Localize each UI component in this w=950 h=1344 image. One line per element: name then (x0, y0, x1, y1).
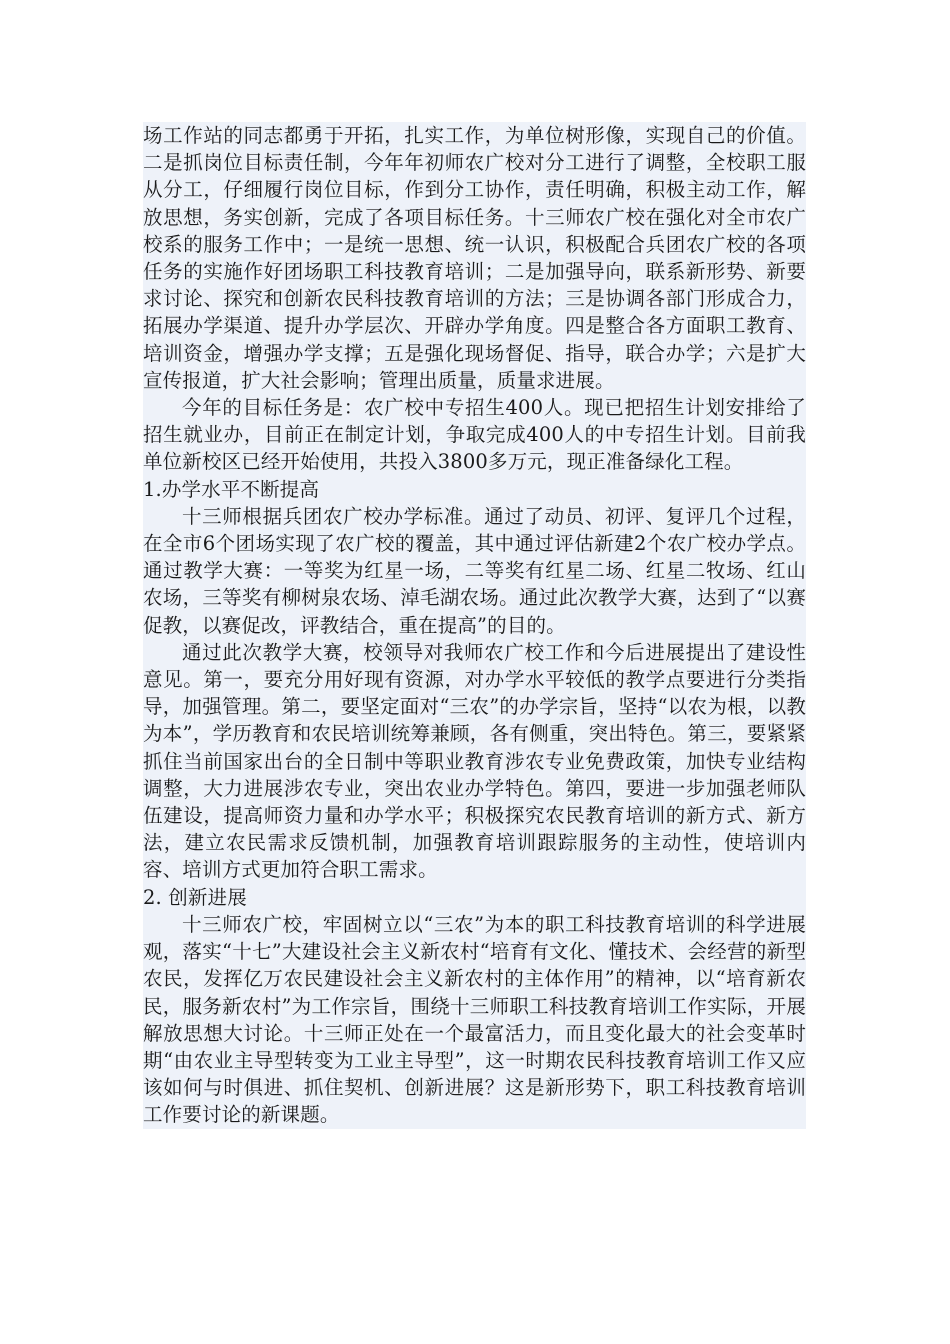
section-heading-2: 2. 创新进展 (143, 885, 247, 909)
paragraph-enrollment-target: 今年的目标任务是：农广校中专招生400人。现已把招生计划安排给了招生就业办，目前正在制定计划，争取完成400人的中专招生计划。目前我单位新校区已经开始使用，共投入3800多万元，现正准备绿化工程。 (143, 396, 806, 474)
section-heading-1: 1.办学水平不断提高 (143, 477, 320, 501)
paragraph-leadership-opinions: 通过此次教学大赛，校领导对我师农广校工作和今后进展提出了建设性意见。第一，要充分用好现有资源，对办学水平较低的教学点要进行分类指导，加强管理。第二，要坚定面对“三农”的办学宗旨，坚持“以农为根，以教为本”，学历教育和农民培训统筹兼顾，各有侧重，突出特色。第三，要紧紧抓住当前国家出台的全日制中等职业教育涉农专业免费政策，加快专业结构调整，大力进展涉农专业，突出农业办学特色。第四，要进一步加强老师队伍建设，提高师资力量和办学水平；积极探究农民教育培训的新方式、新方法，建立农民需求反馈机制，加强教育培训跟踪服务的主动性，使培训内容、培训方式更加符合职工需求。 (143, 640, 806, 882)
document-body (143, 122, 806, 1129)
paragraph-innovation: 十三师农广校，牢固树立以“三农”为本的职工科技教育培训的科学进展观，落实“十七”大建设社会主义新农村“培育有文化、懂技术、会经营的新型农民，发挥亿万农民建设社会主义新农村的主体作用”的精神，以“培育新农民，服务新农村”为工作宗旨，围绕十三师职工科技教育培训工作实际，开展解放思想大讨论。十三师正处在一个最富活力，而且变化最大的社会变革时期“由农业主导型转变为工业主导型”，这一时期农民科技教育培训工作又应该如何与时俱进、抓住契机、创新进展？这是新形势下，职工科技教育培训工作要讨论的新课题。 (143, 912, 806, 1127)
paragraph-school-standard: 十三师根据兵团农广校办学标准。通过了动员、初评、复评几个过程，在全市6个团场实现了农广校的覆盖，其中通过评估新建2个农广校办学点。通过教学大赛：一等奖为红星一场，二等奖有红星二场、红星二牧场、红山农场，三等奖有柳树泉农场、淖毛湖农场。通过此次教学大赛，达到了“以赛促教，以赛促改，评教结合，重在提高”的目的。 (143, 504, 806, 637)
paragraph-continuation: 场工作站的同志都勇于开拓，扎实工作，为单位树形像，实现自己的价值。二是抓岗位目标责任制，今年年初师农广校对分工进行了调整，全校职工服从分工，仔细履行岗位目标，作到分工协作，责任明确，积极主动工作，解放思想，务实创新，完成了各项目标任务。十三师农广校在强化对全市农广校系的服务工作中；一是统一思想、统一认识，积极配合兵团农广校的各项任务的实施作好团场职工科技教育培训；二是加强导向，联系新形势、新要求讨论、探究和创新农民科技教育培训的方法；三是协调各部门形成合力，拓展办学渠道、提升办学层次、开辟办学角度。四是整合各方面职工教育、培训资金，增强办学支撑；五是强化现场督促、指导，联合办学；六是扩大宣传报道，扩大社会影响；管理出质量，质量求进展。 (143, 124, 806, 392)
